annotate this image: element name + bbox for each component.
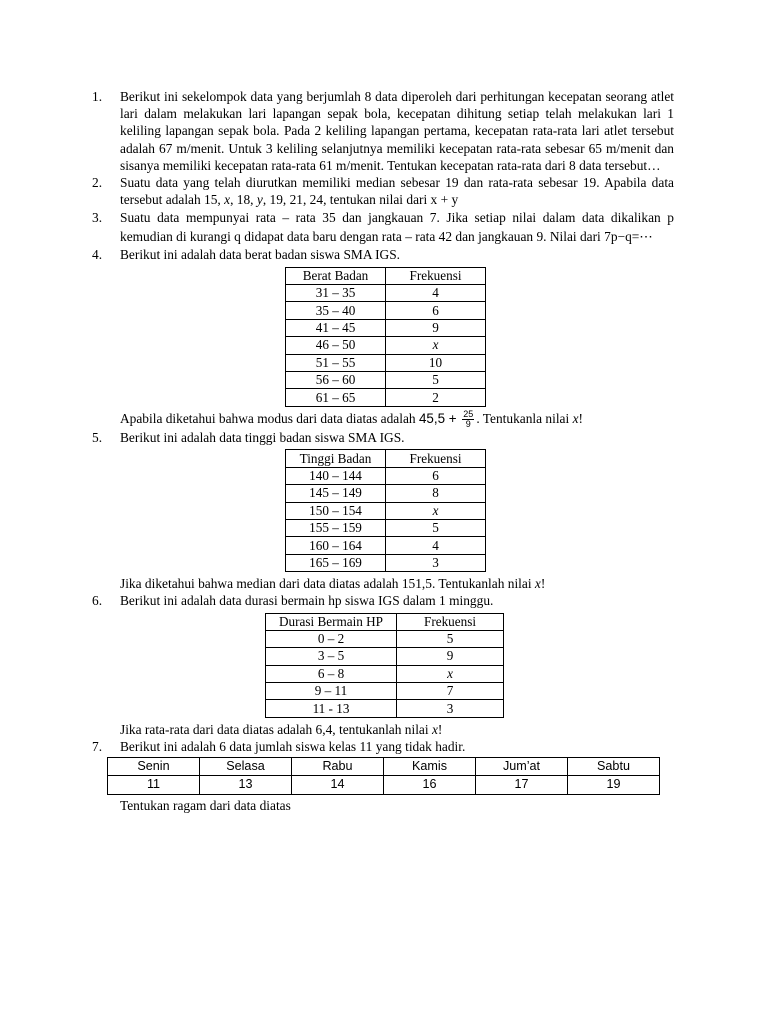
table-cell: x xyxy=(386,337,486,354)
table-cell: 145 – 149 xyxy=(286,485,386,502)
table-cell: 46 – 50 xyxy=(286,337,386,354)
table-cell: 140 – 144 xyxy=(286,467,386,484)
table-cell: 3 xyxy=(386,554,486,571)
table-cell: 155 – 159 xyxy=(286,519,386,536)
table-cell: 9 xyxy=(386,319,486,336)
table-cell: 14 xyxy=(292,776,384,794)
table-cell: 8 xyxy=(386,485,486,502)
table-cell: 7 xyxy=(397,683,504,700)
table-row xyxy=(286,371,486,388)
table-header-row xyxy=(266,613,504,630)
table-row xyxy=(286,354,486,371)
question-text: Jika rata-rata dari data diatas adalah 6,4, tentukanlah nilai x! xyxy=(120,721,443,737)
question-number: 7. xyxy=(92,739,103,755)
column-header: Frekuensi xyxy=(386,450,486,467)
column-header: Rabu xyxy=(292,758,384,776)
table-cell: 2 xyxy=(386,389,486,406)
table-cell: 5 xyxy=(397,630,504,647)
fraction: $\frac{25}{9}$ xyxy=(463,409,474,430)
table-cell: 16 xyxy=(384,776,476,794)
table-cell: 13 xyxy=(200,776,292,794)
table-header-row xyxy=(108,758,660,776)
table-cell: 9 xyxy=(397,648,504,665)
table-cell: 17 xyxy=(476,776,568,794)
question-number: 1. xyxy=(92,89,103,104)
question-3 xyxy=(92,208,674,246)
table-header-row xyxy=(286,450,486,467)
table-cell: 6 xyxy=(386,302,486,319)
table-row xyxy=(286,502,486,519)
table-cell: 6 xyxy=(386,467,486,484)
table-cell: 31 – 35 xyxy=(286,285,386,302)
question-6 xyxy=(92,592,674,738)
table-cell: 10 xyxy=(386,354,486,371)
question-text: Suatu data mempunyai rata – rata 35 dan jangkauan 7. Jika setiap nilai dalam data dikalikan p kemudian di kurangi q didapat data baru dengan rata – rata 42 dan jangkauan 9. Nilai dari 7p−q=⋯ xyxy=(120,210,674,245)
column-header: Selasa xyxy=(200,758,292,776)
table-row xyxy=(286,302,486,319)
table-row xyxy=(286,389,486,406)
question-intro: Berikut ini adalah data durasi bermain hp siswa IGS dalam 1 minggu. xyxy=(120,593,494,609)
table-cell: 3 – 5 xyxy=(266,648,397,665)
table-row xyxy=(286,485,486,502)
table-cell: 165 – 169 xyxy=(286,554,386,571)
table-cell: x xyxy=(386,502,486,519)
table-cell: 11 - 13 xyxy=(266,700,397,717)
table-cell: 3 xyxy=(397,700,504,717)
table-row xyxy=(266,683,504,700)
question-list xyxy=(92,88,674,814)
question-1 xyxy=(92,88,674,174)
table-row xyxy=(266,648,504,665)
table-header-row xyxy=(286,267,486,284)
question-7 xyxy=(92,738,674,814)
column-header: Jum’at xyxy=(476,758,568,776)
table-cell: 6 – 8 xyxy=(266,665,397,682)
table-row xyxy=(266,630,504,647)
table-cell: 9 – 11 xyxy=(266,683,397,700)
question-text: Jika diketahui bahwa median dari data diatas adalah 151,5. Tentukanlah nilai x! xyxy=(120,576,546,592)
column-header: Tinggi Badan xyxy=(286,450,386,467)
table-cell: 11 xyxy=(108,776,200,794)
table-row xyxy=(286,537,486,554)
table-row xyxy=(286,285,486,302)
question-intro: Berikut ini adalah 6 data jumlah siswa kelas 11 yang tidak hadir. xyxy=(120,739,466,755)
table-row xyxy=(286,467,486,484)
table-row xyxy=(266,700,504,717)
question-number: 2. xyxy=(92,175,103,191)
question-number: 6. xyxy=(92,593,103,609)
table-row xyxy=(286,319,486,336)
column-header: Frekuensi xyxy=(386,267,486,284)
column-header: Sabtu xyxy=(568,758,660,776)
table-row xyxy=(266,665,504,682)
table-cell: 5 xyxy=(386,519,486,536)
question-2 xyxy=(92,174,674,208)
table-cell: 5 xyxy=(386,371,486,388)
table-cell: 35 – 40 xyxy=(286,302,386,319)
question-intro: Berikut ini adalah data tinggi badan siswa SMA IGS. xyxy=(120,430,405,446)
question-number: 5. xyxy=(92,430,103,446)
absence-table xyxy=(107,757,660,794)
column-header: Kamis xyxy=(384,758,476,776)
table-cell: x xyxy=(397,665,504,682)
column-header: Senin xyxy=(108,758,200,776)
table-row xyxy=(108,776,660,794)
column-header: Durasi Bermain HP xyxy=(266,613,397,630)
table-cell: 41 – 45 xyxy=(286,319,386,336)
table-cell: 51 – 55 xyxy=(286,354,386,371)
column-header: Berat Badan xyxy=(286,267,386,284)
hp-duration-frequency-table xyxy=(265,613,504,718)
question-text: Apabila diketahui bahwa modus dari data diatas adalah 45,5 + $\frac{25}{9}$ . Tentukanla nilai x! xyxy=(120,409,583,430)
table-row xyxy=(286,519,486,536)
question-text: Tentukan ragam dari data diatas xyxy=(120,797,291,813)
question-5 xyxy=(92,429,674,592)
table-row xyxy=(286,337,486,354)
weight-frequency-table xyxy=(285,267,486,407)
height-frequency-table xyxy=(285,449,486,572)
table-cell: 0 – 2 xyxy=(266,630,397,647)
question-number: 3. xyxy=(92,210,103,226)
question-text: Berikut ini sekelompok data yang berjumlah 8 data diperoleh dari perhitungan kecepatan seorang atlet lari dalam melakukan lari lapangan sepak bola, kecepatan dihitung setiap telah melakukan lari 1 keliling lapangan sepak bola. Pada 2 keliling lapangan pertama, kecepatan rata-rata lari atlet tersebut adalah 67 m/menit. Untuk 3 keliling selanjutnya memiliki kecepatan rata-rata sebesar 65 m/menit dan sisanya memiliki kecepatan rata-rata 61 m/menit. Tentukan kecepatan rata-rata dari 8 data tersebut… xyxy=(120,89,674,173)
question-number: 4. xyxy=(92,247,103,263)
table-cell: 61 – 65 xyxy=(286,389,386,406)
table-cell: 4 xyxy=(386,285,486,302)
table-cell: 19 xyxy=(568,776,660,794)
question-intro: Berikut ini adalah data berat badan siswa SMA IGS. xyxy=(120,247,401,263)
table-cell: 4 xyxy=(386,537,486,554)
table-cell: 56 – 60 xyxy=(286,371,386,388)
table-row xyxy=(286,554,486,571)
table-cell: 150 – 154 xyxy=(286,502,386,519)
question-4 xyxy=(92,246,674,429)
question-text: Suatu data yang telah diurutkan memiliki median sebesar 19 dan rata-rata sebesar 19. Apabila data tersebut adalah 15, x, 18, y, 19, 21, 24, tentukan nilai dari x + y xyxy=(120,175,674,208)
column-header: Frekuensi xyxy=(397,613,504,630)
table-cell: 160 – 164 xyxy=(286,537,386,554)
